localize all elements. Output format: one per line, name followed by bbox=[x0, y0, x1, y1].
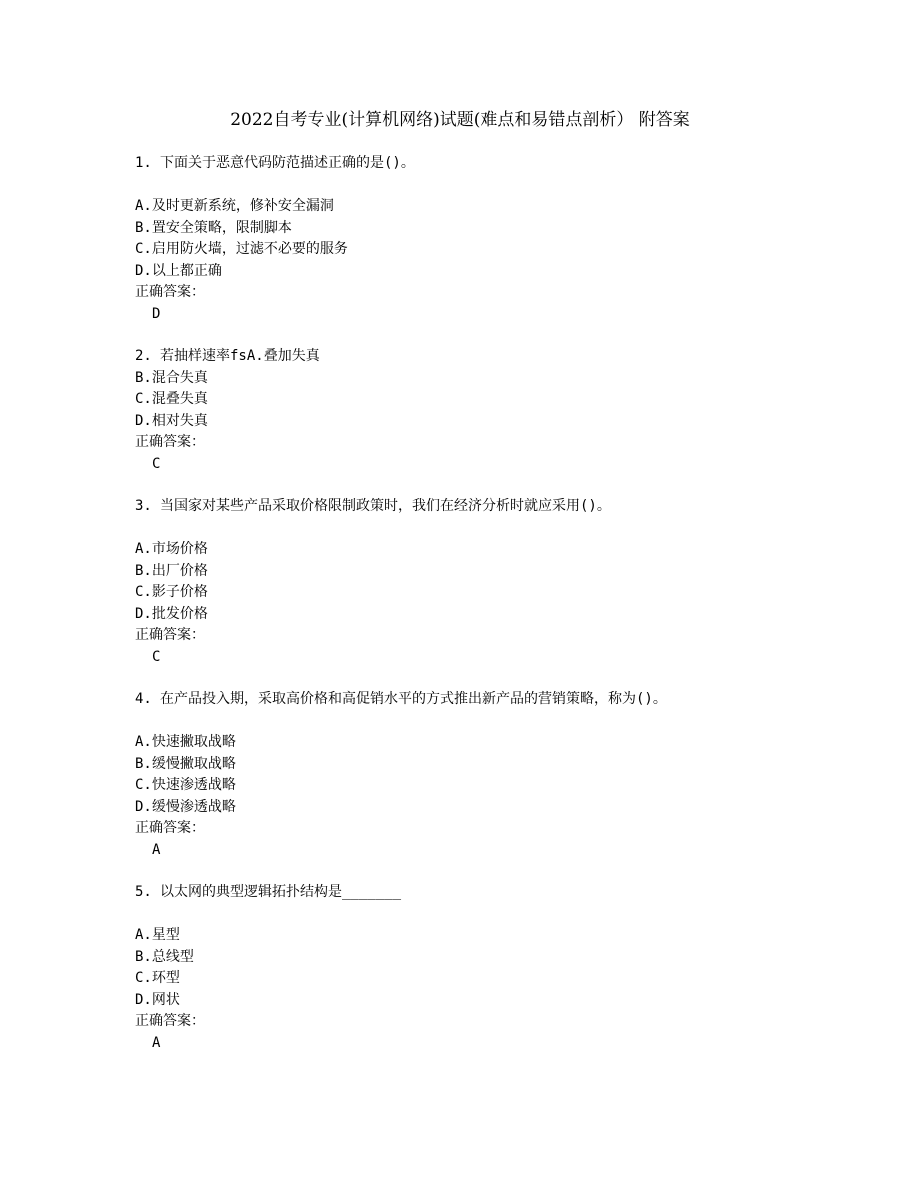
answer-option: A.星型 bbox=[135, 927, 180, 943]
answer-option: B.出厂价格 bbox=[135, 562, 208, 579]
answer-option: C.影子价格 bbox=[135, 584, 208, 600]
question-text: 若抽样速率fsA.叠加失真 bbox=[160, 348, 320, 364]
blank-line bbox=[135, 904, 855, 926]
question-spacer bbox=[135, 861, 855, 882]
question-text: 当国家对某些产品采取价格限制政策时，我们在经济分析时就应采用()。 bbox=[160, 498, 611, 514]
correct-answer-label: 正确答案： bbox=[135, 820, 205, 836]
correct-answer-label: 正确答案： bbox=[135, 627, 205, 643]
answer-option: B.混合失真 bbox=[135, 369, 208, 386]
question-spacer bbox=[135, 475, 855, 496]
blank-line bbox=[135, 175, 855, 197]
answer-option: D.批发价格 bbox=[135, 605, 208, 622]
answer-option: D.以上都正确 bbox=[135, 262, 222, 279]
answer-option: C.混叠失真 bbox=[135, 391, 208, 407]
question-number: 3. bbox=[135, 498, 152, 514]
correct-answer-value: C bbox=[152, 648, 161, 665]
question-block bbox=[135, 882, 855, 1054]
question-stem bbox=[135, 882, 855, 904]
question-stem bbox=[135, 496, 855, 518]
document-title: 2022自考专业(计算机网络)试题(难点和易错点剖析） 附答案 bbox=[230, 110, 690, 130]
answer-option: A.市场价格 bbox=[135, 541, 208, 557]
question-stem bbox=[135, 689, 855, 711]
question-block bbox=[135, 689, 855, 861]
answer-option: B.缓慢撇取战略 bbox=[135, 755, 236, 772]
correct-answer-value: A bbox=[152, 841, 161, 858]
question-number: 2. bbox=[135, 348, 152, 364]
answer-option: C.环型 bbox=[135, 970, 180, 986]
answer-option: A.快速撇取战略 bbox=[135, 734, 236, 750]
answer-option: C.启用防火墙，过滤不必要的服务 bbox=[135, 241, 348, 257]
answer-option: B.置安全策略，限制脚本 bbox=[135, 219, 292, 236]
answer-option: B.总线型 bbox=[135, 948, 194, 965]
answer-option: D.网状 bbox=[135, 991, 180, 1008]
question-list bbox=[135, 153, 855, 1054]
question-spacer bbox=[135, 325, 855, 346]
question-block bbox=[135, 496, 855, 668]
correct-answer-value: D bbox=[152, 305, 161, 322]
question-number: 4. bbox=[135, 691, 152, 707]
correct-answer-value: A bbox=[152, 1034, 161, 1051]
question-number: 5. bbox=[135, 884, 152, 900]
question-block bbox=[135, 153, 855, 325]
correct-answer-label: 正确答案： bbox=[135, 1013, 205, 1029]
answer-option: D.相对失真 bbox=[135, 412, 208, 429]
answer-option: A.及时更新系统，修补安全漏洞 bbox=[135, 198, 334, 214]
answer-option: D.缓慢渗透战略 bbox=[135, 798, 236, 815]
question-stem bbox=[135, 346, 855, 368]
blank-line bbox=[135, 711, 855, 733]
blank-line bbox=[135, 518, 855, 540]
answer-option: C.快速渗透战略 bbox=[135, 777, 236, 793]
question-text: 下面关于恶意代码防范描述正确的是()。 bbox=[160, 155, 415, 171]
question-text: 在产品投入期，采取高价格和高促销水平的方式推出新产品的营销策略，称为()。 bbox=[160, 691, 667, 707]
correct-answer-value: C bbox=[152, 455, 161, 472]
question-number: 1. bbox=[135, 155, 152, 171]
question-spacer bbox=[135, 668, 855, 689]
question-text: 以太网的典型逻辑拓扑结构是_______ bbox=[160, 884, 402, 900]
correct-answer-label: 正确答案： bbox=[135, 434, 205, 450]
question-block bbox=[135, 346, 855, 475]
correct-answer-label: 正确答案： bbox=[135, 284, 205, 300]
question-stem bbox=[135, 153, 855, 175]
